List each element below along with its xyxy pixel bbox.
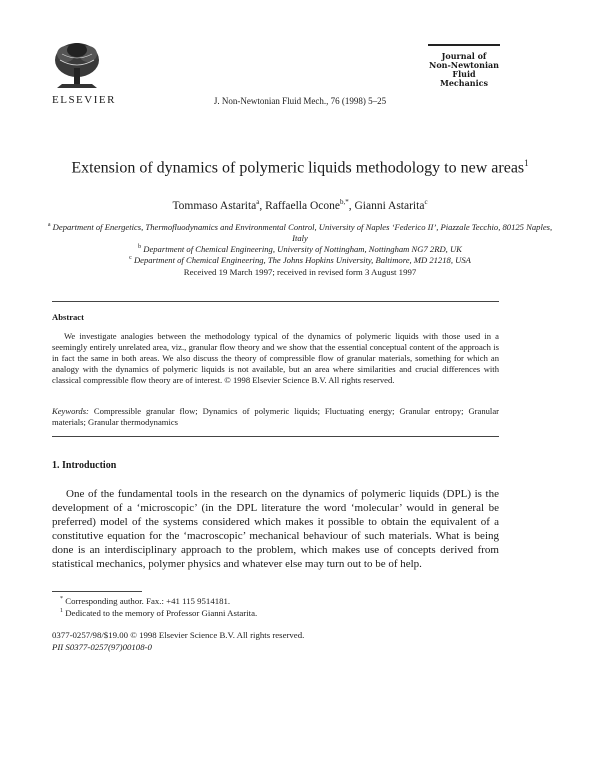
author-affil-mark: b,* — [339, 198, 349, 206]
journal-title-line: Non-Newtonian — [429, 60, 499, 70]
author-affil-mark: a — [256, 198, 260, 206]
affiliation — [40, 253, 560, 266]
section-heading: 1. Introduction — [52, 460, 117, 471]
paper-title — [40, 154, 560, 177]
author-separator: , — [348, 199, 355, 212]
footnote-text: Dedicated to the memory of Professor Gianni Astarita. — [65, 608, 258, 618]
author-list — [0, 198, 600, 212]
abstract-heading: Abstract — [52, 312, 84, 322]
journal-title-box — [428, 44, 500, 88]
affiliation-mark: a — [47, 222, 51, 228]
footnote-mark: 1 — [60, 608, 63, 615]
affiliation-text: Department of Chemical Engineering, University of Nottingham, Nottingham NG7 2RD, UK — [143, 243, 462, 254]
author-affil-mark: c — [424, 198, 428, 206]
author-name: Raffaella Ocone — [265, 199, 340, 212]
keywords-label: Keywords: — [52, 406, 89, 416]
keywords-text: Compressible granular flow; Dynamics of polymeric liquids; Fluctuating energy; Granular entropy; Granular materials; Granular thermodynamics — [52, 406, 499, 427]
journal-title-line: Journal of — [441, 51, 487, 61]
elsevier-tree-icon — [52, 40, 102, 92]
affiliation-text: Department of Energetics, Thermofluodynamics and Environmental Control, University of Naples ‘Federico II’, Piazzale Tecchio, 80125 Naples, Italy — [52, 221, 553, 243]
affiliation-mark: b — [138, 244, 142, 250]
footnote-mark: * — [60, 596, 63, 603]
copyright-line: 0377-0257/98/$19.00 © 1998 Elsevier Science B.V. All rights reserved. — [52, 630, 305, 640]
author-separator: , — [259, 199, 266, 212]
author-name: Tommaso Astarita — [172, 199, 257, 212]
publisher-name: ELSEVIER — [52, 94, 116, 106]
affiliation — [40, 220, 560, 244]
affiliation-text: Department of Chemical Engineering, The Johns Hopkins University, Baltimore, MD 21218, USA — [133, 254, 471, 265]
footnote-divider — [52, 591, 142, 592]
footnote — [60, 608, 257, 618]
section-body: One of the fundamental tools in the research on the dynamics of polymeric liquids (DPL) is the development of a ‘microscopic’ (in the DPL literature the word ‘molecular’ would in general be preferred) model of the systems considered which makes it possible to obtain the equivalent of a constitutive equation for the ‘macroscopic’ mechanical behaviour of such materials. What is being done is an interdisciplinary approach to the problem, which makes use of concepts derived from statistical mechanics, polymer physics and whatever else may turn out to be of help. — [52, 488, 499, 571]
author-name: Gianni Astarita — [354, 199, 425, 212]
received-dates: Received 19 March 1997; received in revised form 3 August 1997 — [183, 267, 417, 277]
divider — [52, 301, 499, 302]
paper-title-text: Extension of dynamics of polymeric liquids methodology to new areas — [71, 159, 525, 177]
divider — [52, 436, 499, 437]
journal-title-line: Mechanics — [439, 78, 489, 88]
affiliation-mark: c — [129, 255, 132, 261]
title-footnote-mark: 1 — [524, 158, 529, 168]
pii-line: PII S0377-0257(97)00108-0 — [52, 642, 152, 652]
keywords — [52, 406, 499, 428]
abstract-text: We investigate analogies between the methodology typical of the dynamics of polymeric liquids with those used in a seemingly entirely unrelated area, viz., granular flow theory and we show that the essential conceptual content of the approach is in fact the same in both areas. We also discuss the theory of compressible flow of granular materials, something for which an analogy with the dynamics of polymeric liquids is not available, but an area where similarities and crucial differences with classical compressible flow theory are of interest. © 1998 Elsevier Science B.V. All rights reserved. — [52, 331, 499, 385]
footnote-text: Corresponding author. Fax.: +41 115 9514181. — [65, 596, 231, 606]
footnote — [60, 596, 230, 606]
journal-title-line: Fluid — [452, 69, 476, 79]
journal-reference: J. Non-Newtonian Fluid Mech., 76 (1998) 5–25 — [213, 96, 387, 106]
